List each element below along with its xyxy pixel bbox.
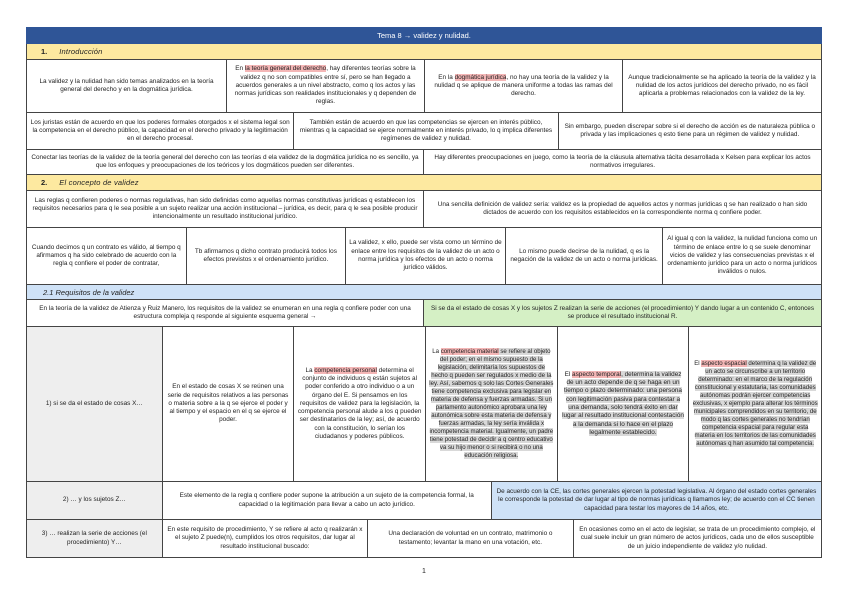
table-row bbox=[26, 327, 822, 482]
row-label: 3) … realizan la serie de acciones (el procedimiento) Y… bbox=[27, 520, 163, 557]
table-cell: La competencia personal determina el conjunto de individuos q están sujetos al poder conferido a otro individuo o a un órgano del E. Si pensamos en los requisitos de validez para la legislación, la competencia personal alude a los q pueden ser destinatarios de la ley; así, de acuerdo con la constitución, lo serían los ciudadanos y poderes públicos. bbox=[294, 327, 426, 481]
table-cell: En este requisito de procedimiento, Y se refiere al acto q realizarán x el sujeto Z puede(n), cumplidos los otros requisitos, dar lugar al resultado institucional buscado: bbox=[163, 520, 368, 557]
table-row bbox=[26, 520, 822, 558]
table-row bbox=[26, 150, 822, 175]
table-cell: Los juristas están de acuerdo en que los poderes formales otorgados x el sistema legal son la competencia en el derecho público, la capacidad en el derecho privado y la legitimación en el derecho procesal. bbox=[27, 113, 294, 149]
table-cell: Una sencilla definición de validez sería: validez es la propiedad de aquellos actos y normas jurídicas q se han realizado o han sido dictados de acuerdo con los requisitos establecidos en la correspondiente norma q confiere poder. bbox=[437, 200, 808, 216]
table-cell: La validez, x ello, puede ser vista como un término de enlace entre los requisitos de la validez de un acto o norma jurídica y los efectos de un acto o norma jurídico válidos. bbox=[346, 228, 506, 284]
page-title: Tema 8 → validez y nulidad. bbox=[26, 27, 822, 44]
row-label: 2) … y los sujetos Z… bbox=[27, 482, 163, 519]
table-row bbox=[26, 113, 822, 150]
table-cell: Las reglas q confieren poderes o normas regulativas, han sido definidas como aquellas normas constitutivas jurídicas q establecen los requisitos necesarios para q le sea posible a un sujeto realizar una acción institucional – jurídica, es decir, para q le sea posible producir intencionalmente un resultado institucional jurídico. bbox=[27, 191, 424, 227]
table-cell: Tb afirmamos q dicho contrato producirá todos los efectos previstos x el ordenamiento jurídico. bbox=[187, 228, 347, 284]
table-cell: También están de acuerdo en que las competencias se ejercen en interés público, mientras q la capacidad se ejerce normalmente en interés privado, lo q implica diferentes regímenes de validez y nulidad. bbox=[294, 113, 558, 149]
section-number: 1. bbox=[41, 47, 48, 56]
table-cell: Conectar las teorías de la validez de la teoría general del derecho con las teorías d ela validez de la dogmática jurídica no es sencillo, ya que los enfoques y preocupaciones de los teóricos y los dogmáticos pueden ser diferentes. bbox=[27, 150, 424, 174]
table-cell: En la teoría de la validez de Atienza y Ruiz Manero, los requisitos de la validez se enumeran en una regla q confiere poder con una estructura compleja q responde al siguiente esquema general → bbox=[27, 300, 424, 326]
table-cell: El aspecto espacial determina q la validez de un acto se circunscribe a un territorio determinado: en el marco de la regulación constitucional y estatutaria, las comunidades autónomas podrán ejercer competencias exclusivas, x ejemplo para alterar los términos municipales comprendidos en su territorio, de modo q las cortes generales no tendrían competencia espacial para regular esta materia en los territorios de las comunidades autónomas q han asumido tal competencia. bbox=[692, 360, 818, 447]
table-cell: Si se da el estado de cosas X y los sujetos Z realizan la serie de acciones (el procedimiento) Y dando lugar a un contenido C, entonces se produce el resultado institucional R. bbox=[424, 300, 821, 326]
row-label: 1) si se da el estado de cosas X… bbox=[27, 327, 163, 481]
table-row bbox=[26, 191, 822, 228]
table-cell: Sin embargo, pueden discrepar sobre si el derecho de acción es de naturaleza pública o privada y las implicaciones q esto tiene para un régimen de validez y nulidad. bbox=[564, 122, 816, 138]
document-page bbox=[26, 27, 822, 558]
table-row bbox=[26, 482, 822, 520]
section-2-header bbox=[26, 175, 822, 191]
table-cell: El aspecto temporal, determina la validez de un acto depende de q se haga en un tiempo o plazo determinado: una persona con legitimación pasiva para contestar a una demanda, solo tendrá éxito en dar lugar al resultado institucional contestación a la demanda si lo hace en el plazo legalmente establecido. bbox=[558, 327, 690, 481]
table-cell: Cuando decimos q un contrato es válido, al tiempo q afirmamos q ha sido celebrado de acuerdo con la regla q confiere el poder de contratar, bbox=[27, 228, 187, 284]
section-title: El concepto de validez bbox=[59, 178, 139, 187]
section-number: 2. bbox=[41, 178, 48, 187]
section-1-header bbox=[26, 44, 822, 60]
table-cell: Aunque tradicionalmente se ha aplicado la teoría de la validez y la nulidad de los actos jurídicos del derecho privado, no es fácil aplicarla a problemas relacionados con la validez de la ley. bbox=[628, 73, 816, 98]
table-cell: Una declaración de voluntad en un contrato, matrimonio o testamento; levantar la mano en una votación, etc. bbox=[368, 520, 573, 557]
table-cell: De acuerdo con la CE, las cortes generales ejercen la potestad legislativa. Al órgano del estado cortes generales le corresponde la potestad de dar lugar al tipo de normas jurídicas q llamamos ley; de acuerdo con el CC tienen capacidad para testar los mayores de 14 años, etc. bbox=[492, 482, 821, 519]
table-cell: En la dogmática jurídica, no hay una teoría de la validez y la nulidad q se aplique de manera uniforme a todas las ramas del derecho. bbox=[425, 60, 623, 112]
table-row bbox=[26, 300, 822, 327]
table-cell: Lo mismo puede decirse de la nulidad, q es la negación de la validez de un acto o norma jurídicas. bbox=[506, 228, 664, 284]
table-cell: La competencia material se refiere al objeto del poder; en el mismo supuesto de la legislación, delimitaría los supuestos de hecho q pueden ser regulados x medio de la ley. Así, sabemos q solo las Cortes Generales tiene competencia exclusiva para legislar en materia de defensa y fuerzas armadas. Si un parlamento autonómico aprobara una ley autonómica sobre esta materia de defensa y fuerzas armadas, la ley sería inválida x incompetencia material. Igualmente, un padre tiene potestad de decidir a q centro educativo va su hijo menor o si recibirá o no una educación religiosa. bbox=[426, 327, 558, 481]
table-cell: Este elemento de la regla q confiere poder supone la atribución a un sujeto de la competencia formal, la capacidad o la legitimación para llevar a cabo un acto jurídico. bbox=[163, 482, 492, 519]
section-title: Introducción bbox=[59, 47, 103, 56]
table-cell: En el estado de cosas X se reúnen una serie de requisitos relativos a las personas o materia sobre a la q se ejerce el poder y al tiempo y el espacio en el q se ejerce el poder. bbox=[163, 327, 295, 481]
table-row bbox=[26, 228, 822, 285]
table-cell: En la teoría general del derecho, hay diferentes teorías sobre la validez q no son compatibles entre sí, pero se han llegado a acuerdos generales a un nivel abstracto, como q los actos y las normas jurídicas son realidades institucionales y q dependen de reglas. bbox=[227, 60, 425, 112]
table-row bbox=[26, 60, 822, 113]
table-cell: La validez y la nulidad han sido temas analizados en la teoría general del derecho y en la dogmática jurídica. bbox=[27, 60, 227, 112]
subsection-header: 2.1 Requisitos de la validez bbox=[26, 285, 822, 300]
table-cell: Al igual q con la validez, la nulidad funciona como un término de enlace entre lo q se suele denominar vicios de validez y las consecuencias previstas x el ordenamiento jurídico para un acto o norma jurídicos inválidos o nulos. bbox=[667, 235, 818, 276]
table-cell: En ocasiones como en el acto de legislar, se trata de un procedimiento complejo, el cual suele incluir un gran número de actos jurídicos, cada uno de ellos susceptible de un juicio independiente de validez y/o nulidad. bbox=[579, 526, 816, 550]
table-cell: Hay diferentes preocupaciones en juego, como la teoría de la cláusula alternativa tácita desarrollada x Kelsen para explicar los actos normativos irregulares. bbox=[434, 153, 811, 169]
page-number: 1 bbox=[422, 568, 426, 575]
